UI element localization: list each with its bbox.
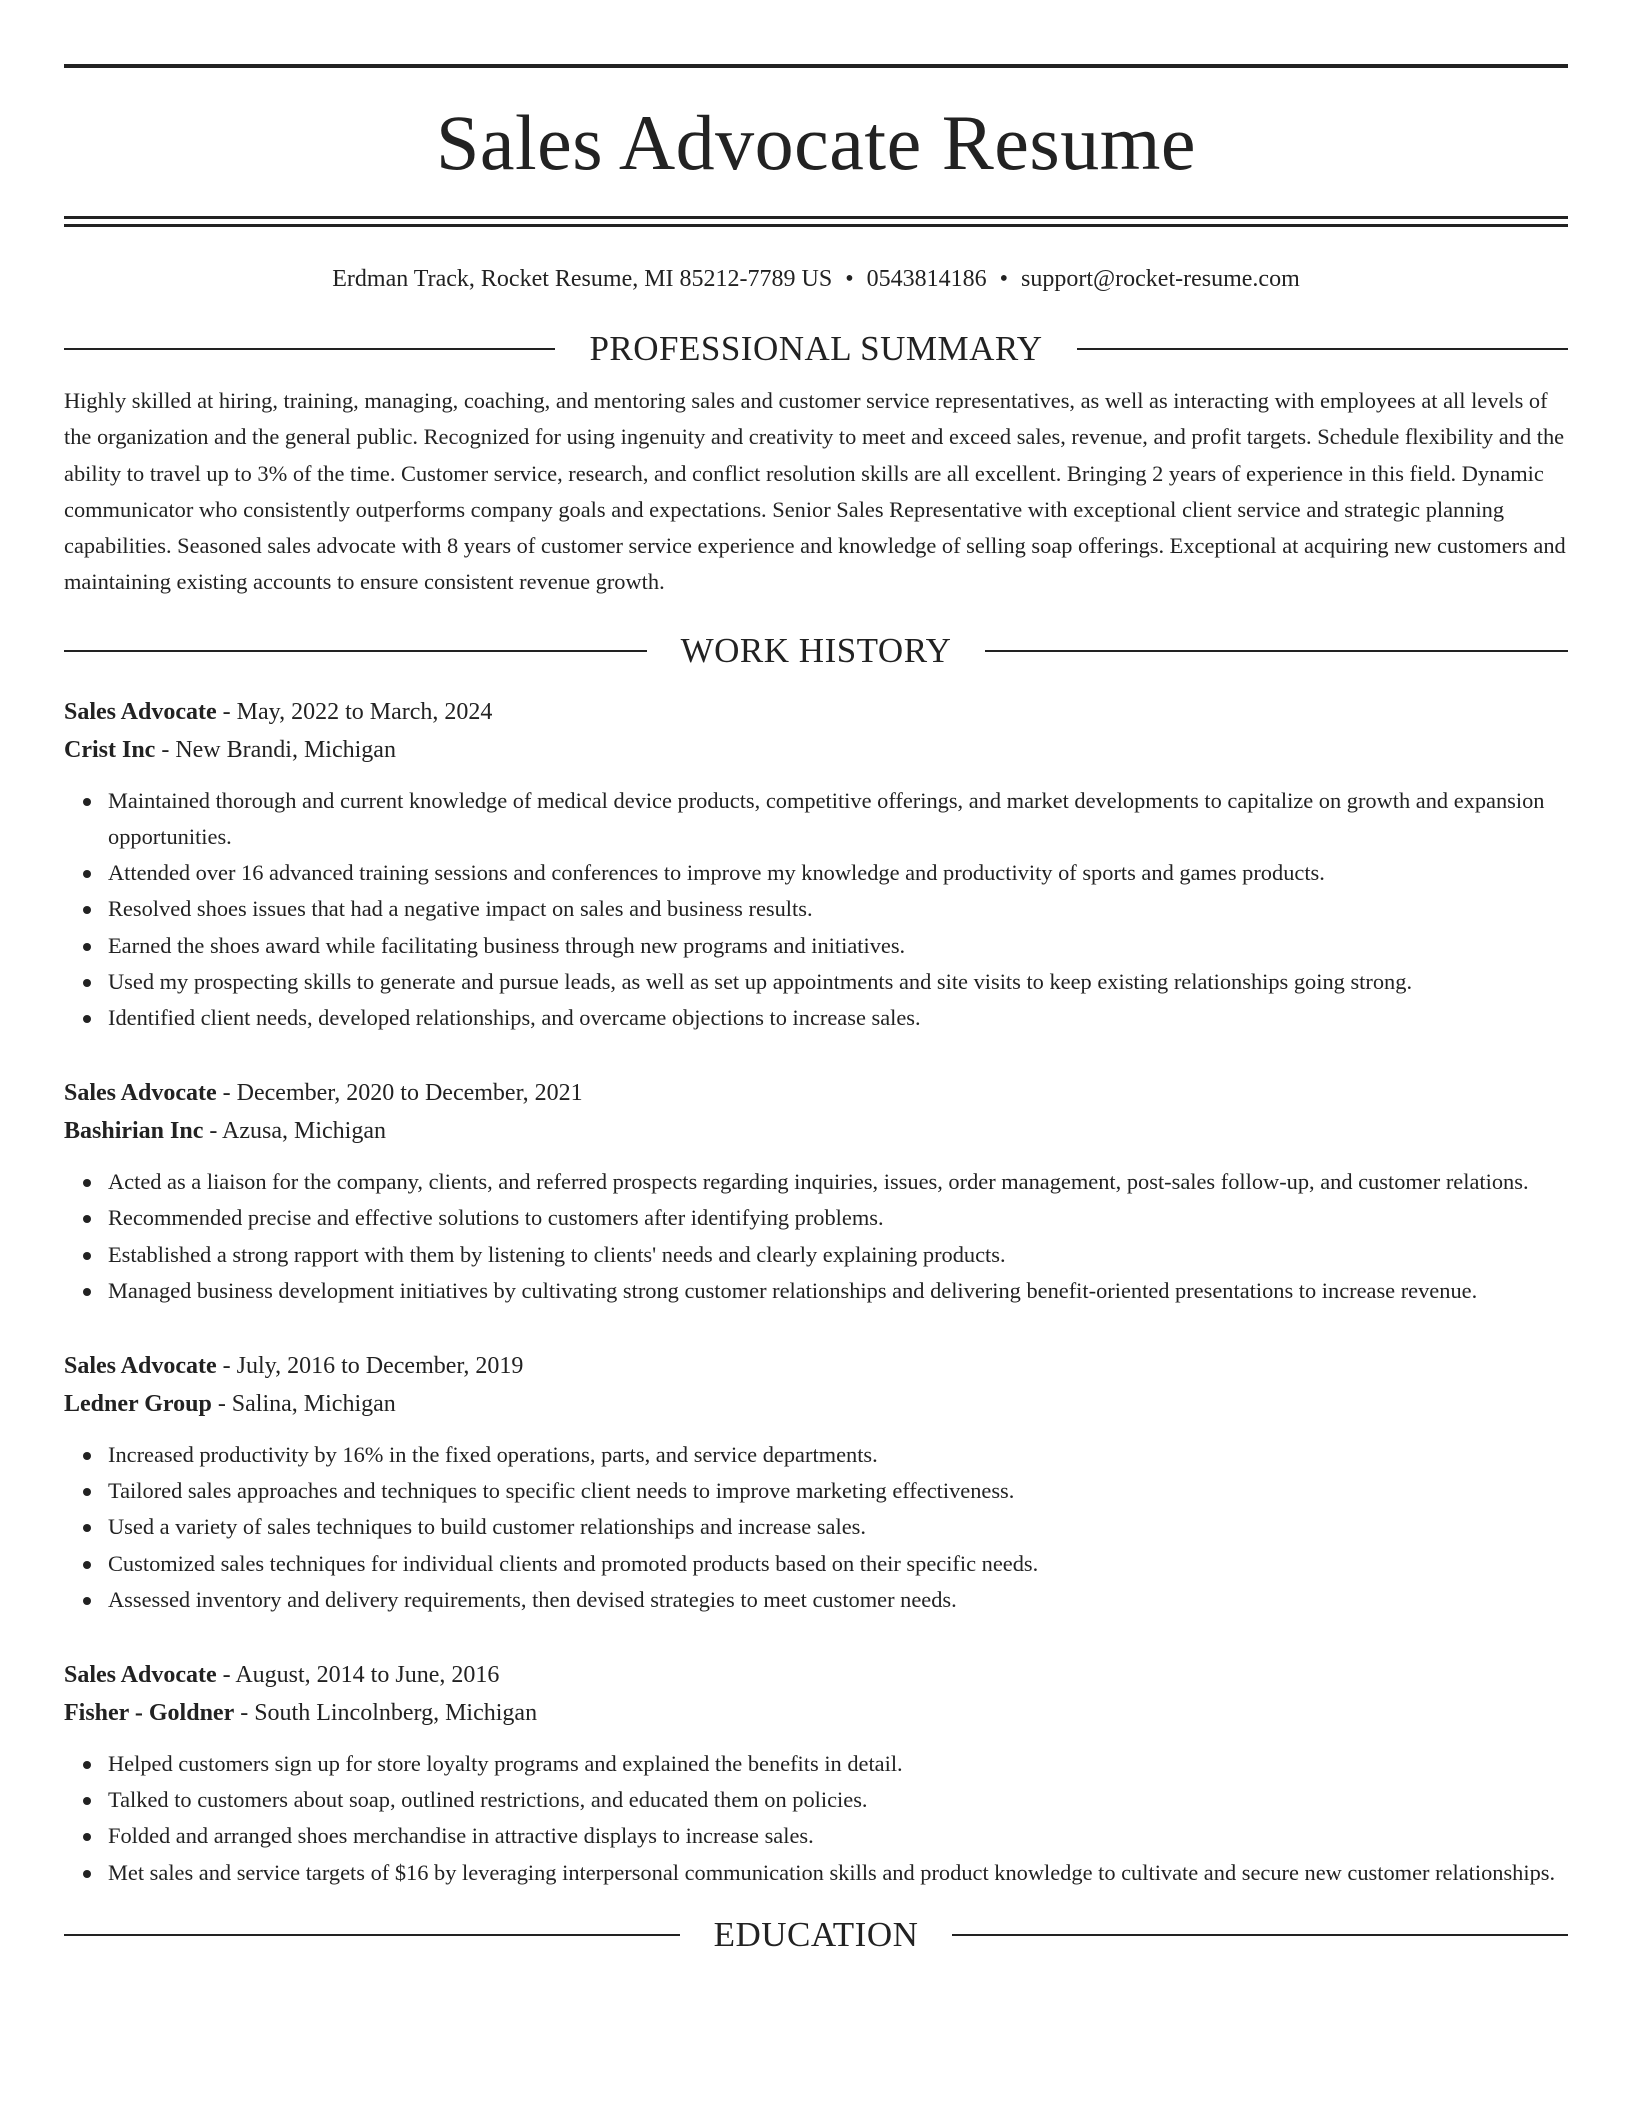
job-dates: - August, 2014 to June, 2016 (222, 1662, 500, 1689)
professional-summary: Highly skilled at hiring, training, managing, coaching, and mentoring sales and customer service representatives, as well as interacting with employees at all levels of the organization and the general public. Recognized for using ingenuity and creativity to meet and exceed sales, revenue, and profit targets. Schedule flexibility and the ability to travel up to 3% of the time. Customer service, research, and conflict resolution skills are all excellent. Bringing 2 years of experience in this field. Dynamic communicator who consistently outperforms company goals and expectations. Senior Sales Representative with exceptional client service and strategic planning capabilities. Seasoned sales advocate with 8 years of customer service experience and knowledge of selling soap offerings. Exceptional at acquiring new customers and maintaining existing accounts to ensure consistent revenue growth. (64, 388, 1566, 595)
job-bullet-item: Folded and arranged shoes merchandise in attractive displays to increase sales. (108, 1818, 1568, 1854)
job-entry (64, 1347, 1568, 1618)
job-bullet-item: Talked to customers about soap, outlined restrictions, and educated them on policies. (108, 1782, 1568, 1818)
contact-address: Erdman Track, Rocket Resume, MI 85212-7789 US (332, 266, 833, 292)
contact-phone: 0543814186 (866, 266, 987, 292)
job-bullet-item: Customized sales techniques for individual clients and promoted products based on their specific needs. (108, 1546, 1568, 1582)
job-bullets (64, 783, 1568, 1036)
job-bullet-item: Maintained thorough and current knowledge of medical device products, competitive offerings, and market developments to capitalize on growth and expansion opportunities. (108, 783, 1568, 855)
contact-separator: • (999, 266, 1009, 292)
contact-separator: • (845, 266, 854, 292)
job-bullet-item: Managed business development initiatives by cultivating strong customer relationships and delivering benefit-oriented presentations to increase revenue. (108, 1273, 1568, 1309)
job-company-line (64, 1112, 1568, 1150)
contact-line (64, 263, 1568, 295)
job-entry (64, 693, 1568, 1036)
job-bullet-item: Used a variety of sales techniques to build customer relationships and increase sales. (108, 1509, 1568, 1545)
top-rule (64, 64, 1568, 68)
heading-line-left (64, 348, 555, 350)
work-history-heading-label: WORK HISTORY (680, 630, 952, 670)
job-dates: - December, 2020 to December, 2021 (222, 1080, 583, 1107)
resume-page (64, 64, 1568, 1955)
job-bullets (64, 1164, 1568, 1309)
summary-heading (64, 329, 1568, 369)
job-company-line (64, 731, 1568, 769)
job-title-line (64, 693, 1568, 731)
job-title-line (64, 1347, 1568, 1385)
heading-line-right (1077, 348, 1568, 350)
summary-heading-label: PROFESSIONAL SUMMARY (589, 329, 1043, 368)
job-company: Crist Inc (64, 736, 156, 763)
job-bullet-item: Acted as a liaison for the company, clients, and referred prospects regarding inquiries, issues, order management, post-sales follow-up, and customer relations. (108, 1164, 1568, 1200)
job-entry (64, 1656, 1568, 1891)
job-bullet-item: Used my prospecting skills to generate and pursue leads, as well as set up appointments and site visits to keep existing relationships going strong. (108, 964, 1568, 1000)
education-heading-label: EDUCATION (713, 1914, 919, 1954)
job-title-line (64, 1656, 1568, 1694)
job-company: Ledner Group (64, 1391, 212, 1418)
contact-email: support@rocket-resume.com (1021, 266, 1300, 292)
job-company-line (64, 1694, 1568, 1732)
job-company: Bashirian Inc (64, 1118, 204, 1145)
heading-line-left (64, 650, 647, 652)
heading-line-right (952, 1934, 1568, 1936)
job-role: Sales Advocate (64, 1353, 217, 1380)
job-location: - Azusa, Michigan (209, 1118, 386, 1145)
heading-line-right (985, 650, 1568, 652)
education-heading (64, 1915, 1568, 1955)
job-dates: - July, 2016 to December, 2019 (222, 1353, 524, 1380)
job-bullet-item: Earned the shoes award while facilitating business through new programs and initiatives. (108, 928, 1568, 964)
work-history-list (64, 693, 1568, 1891)
job-role: Sales Advocate (64, 1080, 217, 1107)
job-bullets (64, 1437, 1568, 1618)
work-history-heading (64, 631, 1568, 671)
job-bullet-item: Assessed inventory and delivery requirements, then devised strategies to meet customer needs. (108, 1582, 1568, 1618)
job-bullet-item: Helped customers sign up for store loyalty programs and explained the benefits in detail. (108, 1746, 1568, 1782)
job-location: - South Lincolnberg, Michigan (240, 1700, 538, 1727)
job-bullet-item: Identified client needs, developed relationships, and overcame objections to increase sales. (108, 1000, 1568, 1036)
job-bullet-item: Met sales and service targets of $16 by leveraging interpersonal communication skills and product knowledge to cultivate and secure new customer relationships. (108, 1855, 1568, 1891)
job-role: Sales Advocate (64, 1662, 217, 1689)
heading-line-left (64, 1934, 680, 1936)
job-bullets (64, 1746, 1568, 1891)
job-company: Fisher - Goldner (64, 1700, 235, 1727)
job-bullet-item: Resolved shoes issues that had a negative impact on sales and business results. (108, 891, 1568, 927)
title-double-rule (64, 216, 1568, 227)
resume-title: Sales Advocate Resume (436, 99, 1196, 186)
job-dates: - May, 2022 to March, 2024 (222, 698, 493, 725)
job-location: - New Brandi, Michigan (161, 736, 396, 763)
job-role: Sales Advocate (64, 698, 217, 725)
job-title-line (64, 1074, 1568, 1112)
job-bullet-item: Recommended precise and effective solutions to customers after identifying problems. (108, 1200, 1568, 1236)
job-bullet-item: Increased productivity by 16% in the fixed operations, parts, and service departments. (108, 1437, 1568, 1473)
job-bullet-item: Established a strong rapport with them by listening to clients' needs and clearly explaining products. (108, 1237, 1568, 1273)
job-location: - Salina, Michigan (217, 1391, 396, 1418)
job-company-line (64, 1385, 1568, 1423)
job-entry (64, 1074, 1568, 1309)
job-bullet-item: Tailored sales approaches and techniques to specific client needs to improve marketing effectiveness. (108, 1473, 1568, 1509)
job-bullet-item: Attended over 16 advanced training sessions and conferences to improve my knowledge and productivity of sports and games products. (108, 855, 1568, 891)
